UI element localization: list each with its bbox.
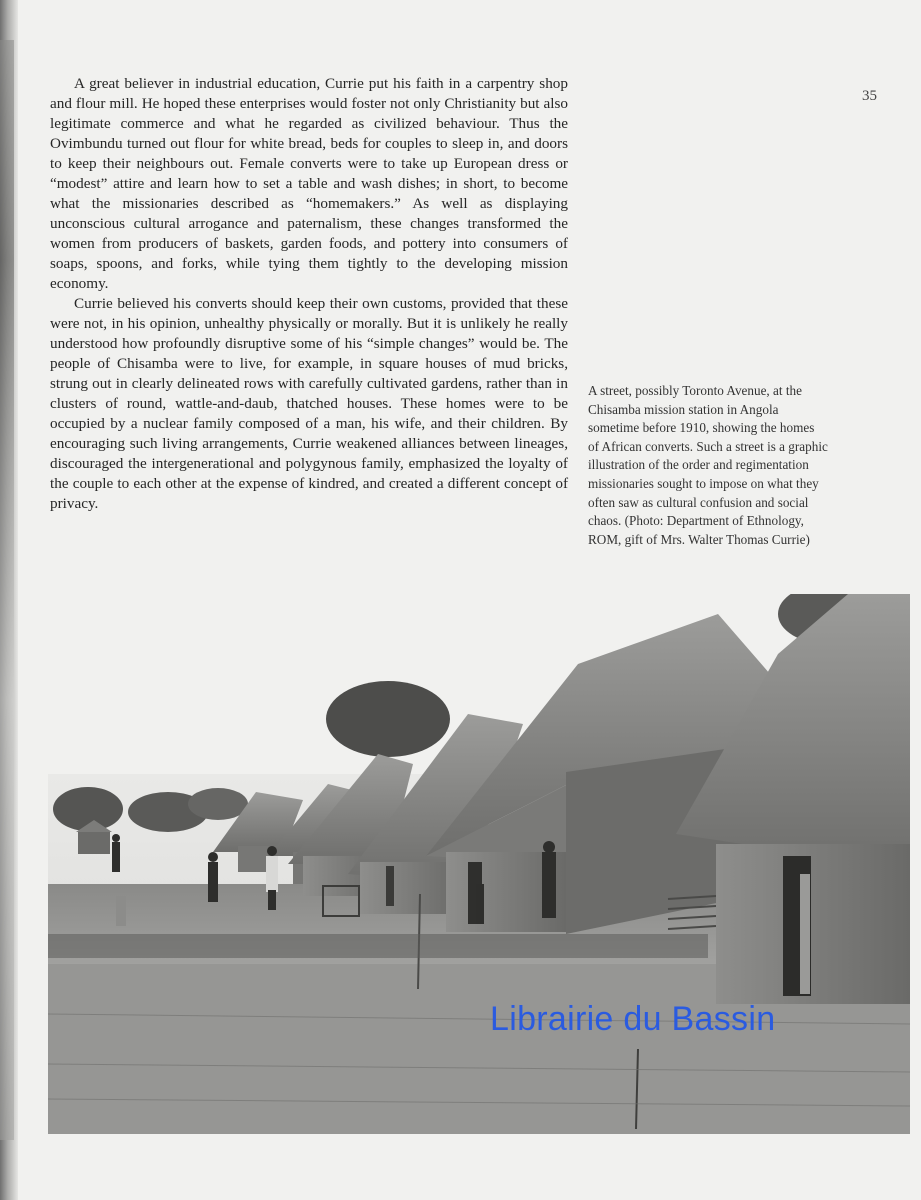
watermark-text: Librairie du Bassin (490, 1000, 776, 1038)
body-text (50, 74, 568, 514)
facing-page-edge (0, 40, 14, 1140)
photo-caption: A street, possibly Toronto Avenue, at the Chisamba mission station in Angola sometime before 1910, showing the homes of African converts. Such a street is a graphic illustration of the order and regimentation missionaries sought to impose on what they often saw as cultural confusion and social chaos. (Photo: Department of Ethnology, ROM, gift of Mrs. Walter Thomas Currie) (588, 383, 828, 547)
photo-illustration (48, 594, 910, 1134)
mission-street-photo (48, 594, 910, 1134)
page-number: 35 (862, 88, 877, 104)
paragraph-2: Currie believed his converts should keep their own customs, provided that these were not, in his opinion, unhealthy physically or morally. But it is unlikely he really understood how profoundly disruptive some of his “simple changes” would be. The people of Chisamba were to live, for example, in square houses of mud bricks, strung out in clearly delineated rows with carefully cultivated gardens, rather than in clusters of round, wattle-and-daub, thatched houses. These homes were to be occupied by a nuclear family composed of a man, his wife, and their children. By encouraging such living arrangements, Currie weakened alliances between lineages, discouraged the intergenerational and polygynous family, emphasized the loyalty of the couple to each other at the expense of kindred, and created a different concept of privacy. (50, 295, 568, 512)
paragraph-1: A great believer in industrial education, Currie put his faith in a carpentry shop and flour mill. He hoped these enterprises would foster not only Christianity but also legitimate commerce and what he regarded as civilized behaviour. Thus the Ovimbundu turned out flour for white bread, beds for couples to sleep in, and doors to keep their neighbours out. Female converts were to take up European dress or “modest” attire and learn how to set a table and wash dishes; in short, to become what the missionaries described as “homemakers.” As well as displaying unconscious cultural arrogance and paternalism, these changes transformed the women from producers of baskets, garden foods, and pottery into consumers of soaps, spoons, and forks, while tying them tightly to the developing mission economy. (50, 75, 568, 292)
